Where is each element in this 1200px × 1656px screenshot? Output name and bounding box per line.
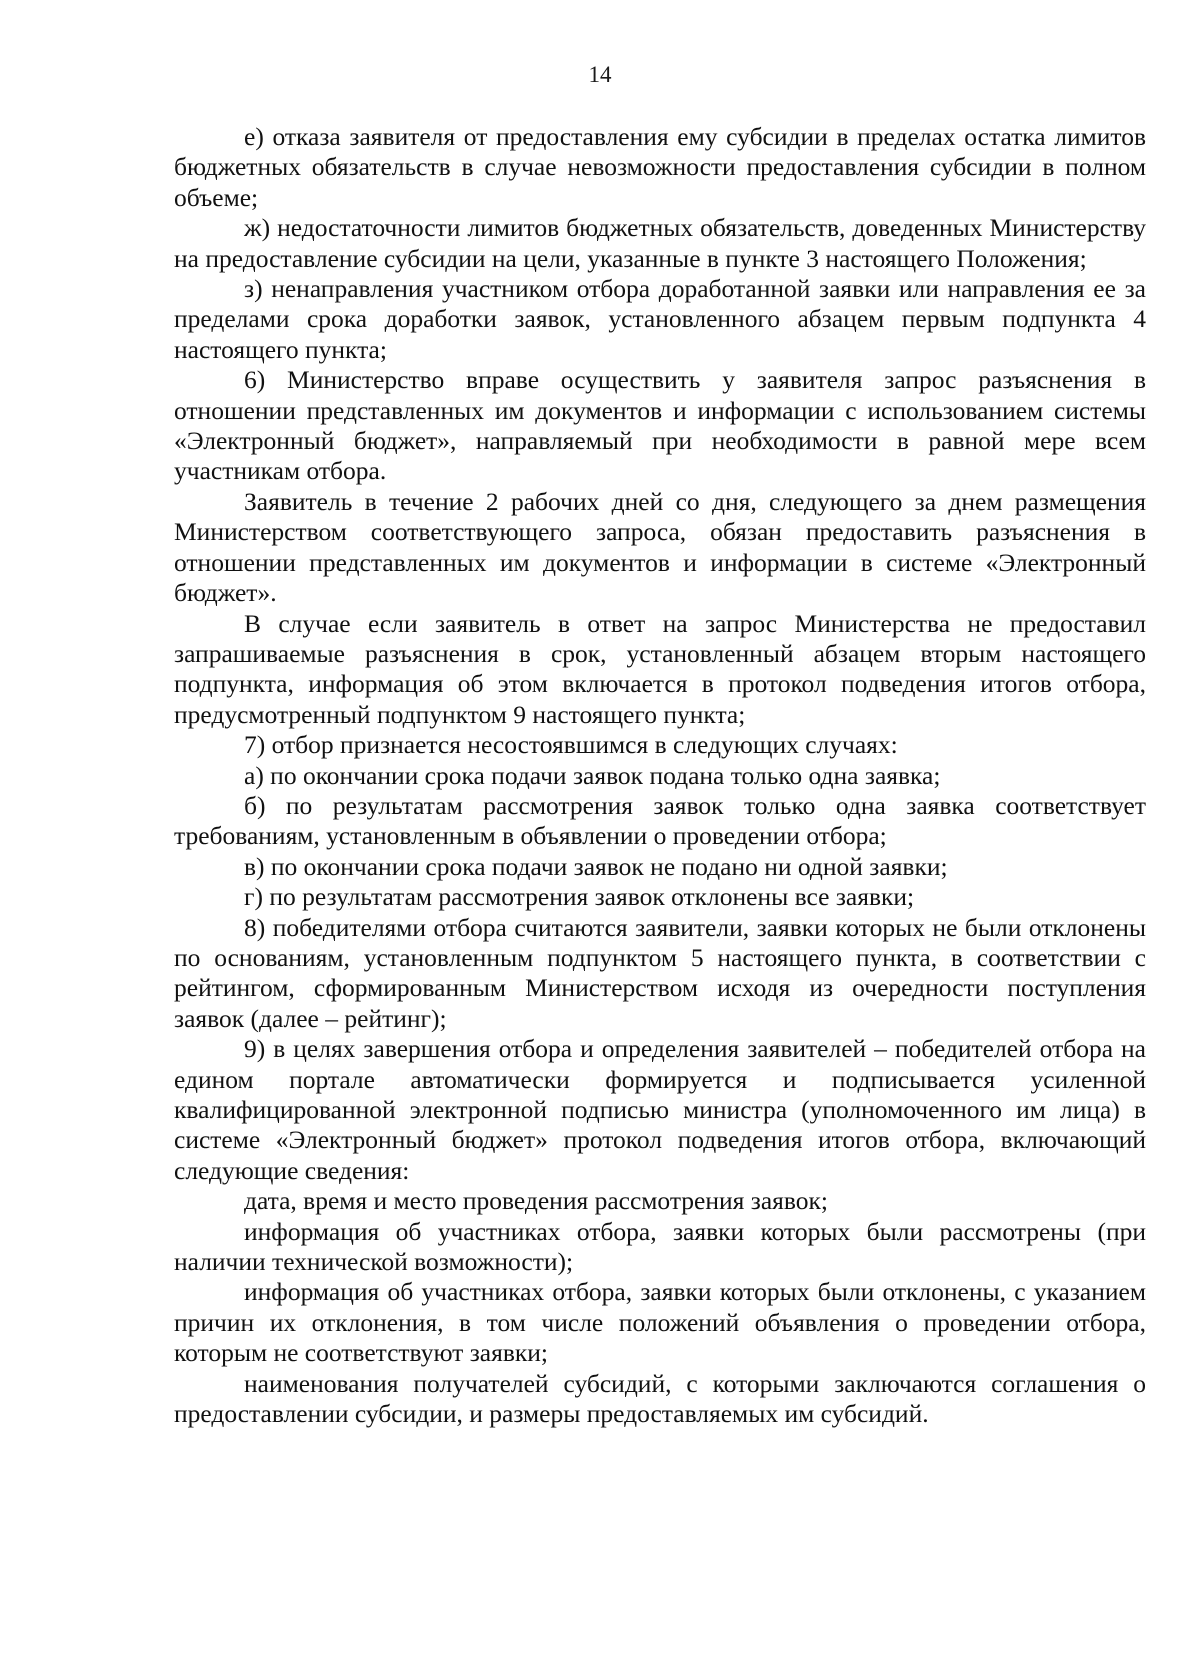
paragraph-item-7: 7) отбор признается несостоявшимся в следующих случаях: [244, 730, 898, 760]
paragraph-protocol-date: дата, время и место проведения рассмотрения заявок; [244, 1186, 828, 1216]
paragraph-protocol-recipients: наименования получателей субсидий, с которыми заключаются соглашения о предоставлении субсидии, и размеры предоставляемых им субсидий. [174, 1368, 1146, 1429]
paragraph-subitem-a: а) по окончании срока подачи заявок подана только одна заявка; [244, 760, 941, 790]
paragraph-subitem-zh: ж) недостаточности лимитов бюджетных обязательств, доведенных Министерству на предоставление субсидии на цели, указанные в пункте 3 настоящего Положения; [174, 213, 1146, 273]
paragraph-item-8: 8) победителями отбора считаются заявители, заявки которых не были отклонены по основаниям, установленным подпунктом 5 настоящего пункта, в соответствии с рейтингом, сформированным Министерством исходя из очередности поступления заявок (далее – рейтинг); [174, 912, 1146, 1033]
paragraph-subitem-b: б) по результатам рассмотрения заявок только одна заявка соответствует требованиям, установленным в объявлении о проведении отбора; [174, 790, 1146, 851]
paragraph-no-clarification: В случае если заявитель в ответ на запрос Министерства не предоставил запрашиваемые разъяснения в срок, установленный абзацем вторым настоящего подпункта, информация об этом включается в протокол подведения итогов отбора, предусмотренный подпунктом 9 настоящего пункта; [174, 608, 1146, 729]
page-number: 14 [588, 62, 612, 87]
document-body [174, 122, 1146, 1429]
paragraph-applicant-clarification: Заявитель в течение 2 рабочих дней со дня, следующего за днем размещения Министерством соответствующего запроса, обязан предоставить разъяснения в отношении представленных им документов и информации в системе «Электронный бюджет». [174, 486, 1146, 608]
paragraph-item-6: 6) Министерство вправе осуществить у заявителя запрос разъяснения в отношении представленных им документов и информации с использованием системы «Электронный бюджет», направляемый при необходимости в равной мере всем участникам отбора. [174, 365, 1146, 486]
paragraph-protocol-reviewed: информация об участниках отбора, заявки которых были рассмотрены (при наличии технической возможности); [174, 1216, 1146, 1277]
paragraph-subitem-g: г) по результатам рассмотрения заявок отклонены все заявки; [244, 882, 915, 912]
paragraph-subitem-z: з) ненаправления участником отбора доработанной заявки или направления ее за пределами срока доработки заявок, установленного абзацем первым подпункта 4 настоящего пункта; [174, 274, 1146, 364]
paragraph-subitem-e: е) отказа заявителя от предоставления ему субсидии в пределах остатка лимитов бюджетных обязательств в случае невозможности предоставления субсидии в полном объеме; [174, 122, 1146, 212]
paragraph-subitem-v: в) по окончании срока подачи заявок не подано ни одной заявки; [244, 851, 948, 881]
paragraph-item-9: 9) в целях завершения отбора и определения заявителей – победителей отбора на едином портале автоматически формируется и подписывается усиленной квалифицированной электронной подписью министра (уполномоченного им лица) в системе «Электронный бюджет» протокол подведения итогов отбора, включающий следующие сведения: [174, 1034, 1146, 1185]
paragraph-protocol-rejected: информация об участниках отбора, заявки которых были отклонены, с указанием причин их отклонения, в том числе положений объявления о проведении отбора, которым не соответствуют заявки; [174, 1277, 1146, 1368]
